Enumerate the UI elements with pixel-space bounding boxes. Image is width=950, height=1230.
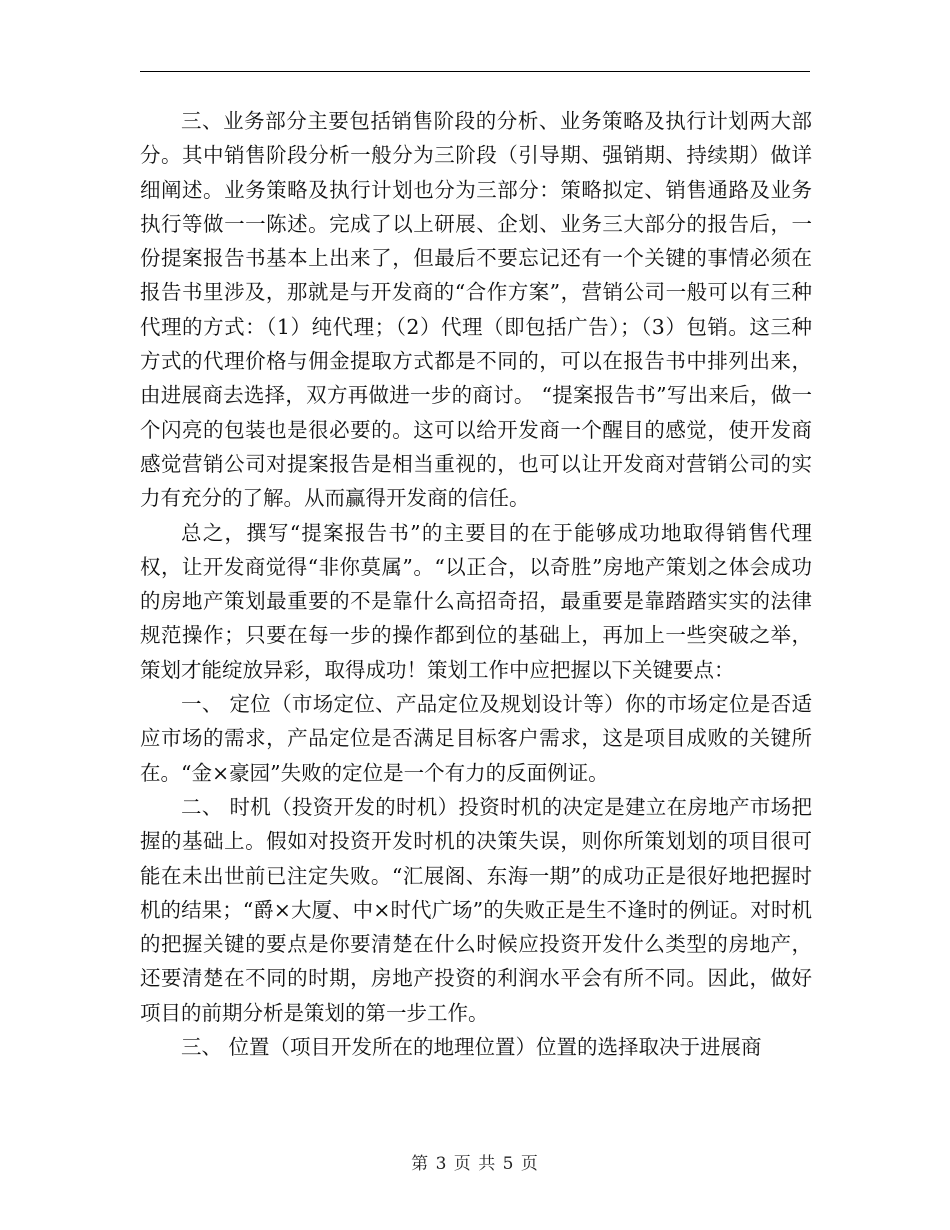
paragraph-location: 三、 位置（项目开发所在的地理位置）位置的选择取决于进展商 [181, 1035, 762, 1060]
paragraph-business-section: 三、业务部分主要包括销售阶段的分析、业务策略及执行计划两大部分。其中销售阶段分析一般分为三阶段（引导期、强销期、持续期）做详细阐述。业务策略及执行计划也分为三部分：策略拟定、销售通路及业务执行等做一一陈述。完成了以上研展、企划、业务三大部分的报告后，一份提案报告书基本上出来了，但最后不要忘记还有一个关键的事情必须在报告书里涉及，那就是与开发商的“合作方案”，营销公司一般可以有三种代理的方式：（1）纯代理；（2）代理（即包括广告）；（3）包销。这三种方式的代理价格与佣金提取方式都是不同的，可以在报告书中排列出来，由进展商去选择，双方再做进一步的商讨。 “提案报告书”写出来后，做一个闪亮的包装也是很必要的。这可以给开发商一个醒目的感觉，使开发商感觉营销公司对提案报告是相当重视的，也可以让开发商对营销公司的实力有充分的了解。从而赢得开发商的信任。 [140, 109, 812, 511]
page-footer: 第 3 页 共 5 页 [411, 1154, 539, 1174]
header-rule [140, 71, 810, 72]
document-body [140, 104, 812, 1064]
paragraph-timing: 二、 时机（投资开发的时机）投资时机的决定是建立在房地产市场把握的基础上。假如对投资开发时机的决策失误，则你所策划划的项目很可能在未出世前已注定失败。“汇展阁、东海一期”的成功正是很好地把握时机的结果；“爵×大厦、中×时代广场”的失败正是生不逢时的例证。对时机的把握关键的要点是你要清楚在什么时候应投资开发什么类型的房地产，还要清楚在不同的时期，房地产投资的利润水平会有所不同。因此，做好项目的前期分析是策划的第一步工作。 [140, 794, 812, 1025]
paragraph-summary: 总之，撰写“提案报告书”的主要目的在于能够成功地取得销售代理权，让开发商觉得“非你莫属”。“以正合，以奇胜”房地产策划之体会成功的房地产策划最重要的不是靠什么高招奇招，最重要是靠踏踏实实的法律规范操作；只要在每一步的操作都到位的基础上，再加上一些突破之举，策划才能绽放异彩，取得成功！策划工作中应把握以下关键要点： [140, 520, 812, 682]
paragraph-positioning: 一、 定位（市场定位、产品定位及规划设计等）你的市场定位是否适应市场的需求，产品定位是否满足目标客户需求，这是项目成败的关键所在。“金×豪园”失败的定位是一个有力的反面例证。 [140, 692, 812, 785]
